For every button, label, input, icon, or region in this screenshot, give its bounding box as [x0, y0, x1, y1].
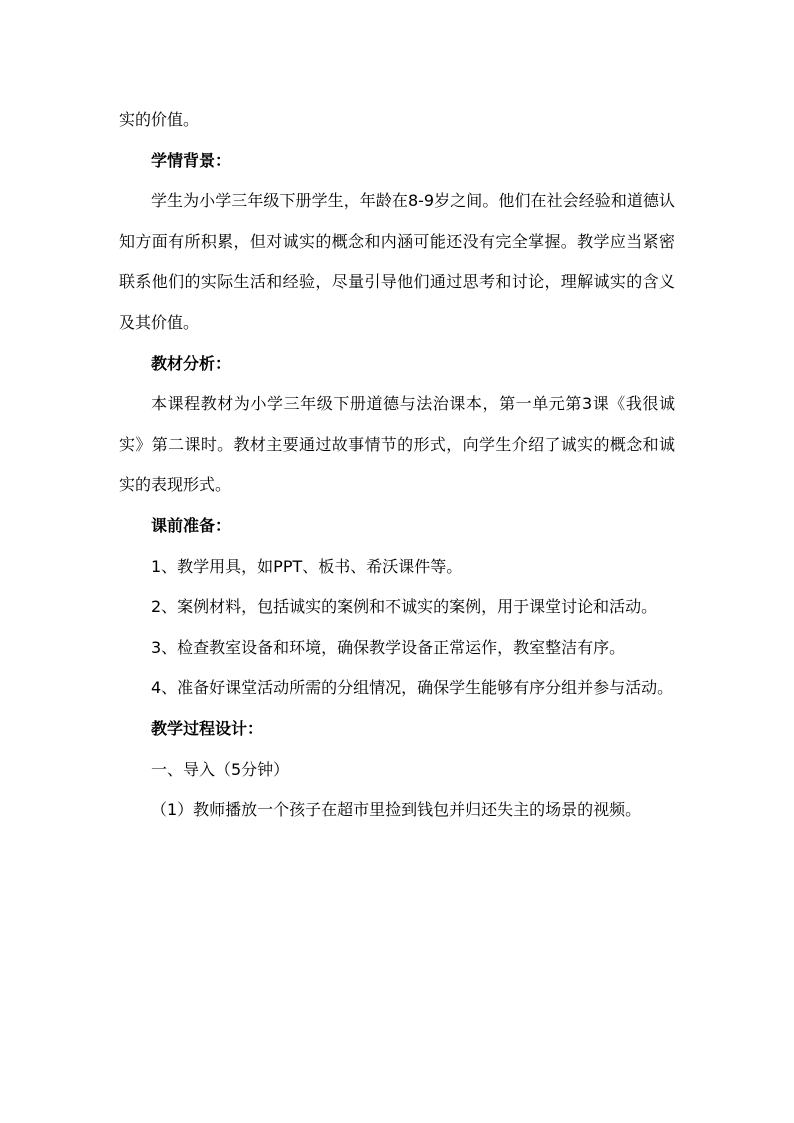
paragraph-continuation: 实的价值。 — [119, 110, 200, 129]
document-page — [119, 100, 675, 831]
heading-textbook-analysis: 教材分析： — [151, 353, 232, 373]
paragraph-video-step: （1）教师播放一个孩子在超市里捡到钱包并归还失主的场景的视频。 — [151, 800, 642, 820]
heading-teaching-process: 教学过程设计： — [151, 718, 264, 738]
section-introduction: 一、导入（5分钟） — [151, 759, 290, 779]
list-item-4: 4、准备好课堂活动所需的分组情况，确保学生能够有序分组并参与活动。 — [151, 678, 674, 698]
paragraph-student-background: 学生为小学三年级下册学生，年龄在8-9岁之间。他们在社会经验和道德认知方面有所积累，但对诚实的概念和内涵可能还没有完全掌握。教学应当紧密联系他们的实际生活和经验，尽量引导他们通过思考和讨论，理解诚实的含义及其价值。 — [119, 191, 675, 332]
list-item-2: 2、案例材料，包括诚实的案例和不诚实的案例，用于课堂讨论和活动。 — [151, 597, 658, 617]
heading-student-background: 学情背景： — [151, 150, 232, 170]
paragraph-textbook-analysis: 本课程教材为小学三年级下册道德与法治课本，第一单元第3课《我很诚实》第二课时。教材主要通过故事情节的形式，向学生介绍了诚实的概念和诚实的表现形式。 — [119, 394, 675, 495]
list-item-3: 3、检查教室设备和环境，确保教学设备正常运作，教室整洁有序。 — [151, 637, 626, 657]
heading-preparation: 课前准备： — [151, 515, 232, 535]
list-item-1: 1、教学用具，如PPT、板书、希沃课件等。 — [151, 556, 463, 576]
